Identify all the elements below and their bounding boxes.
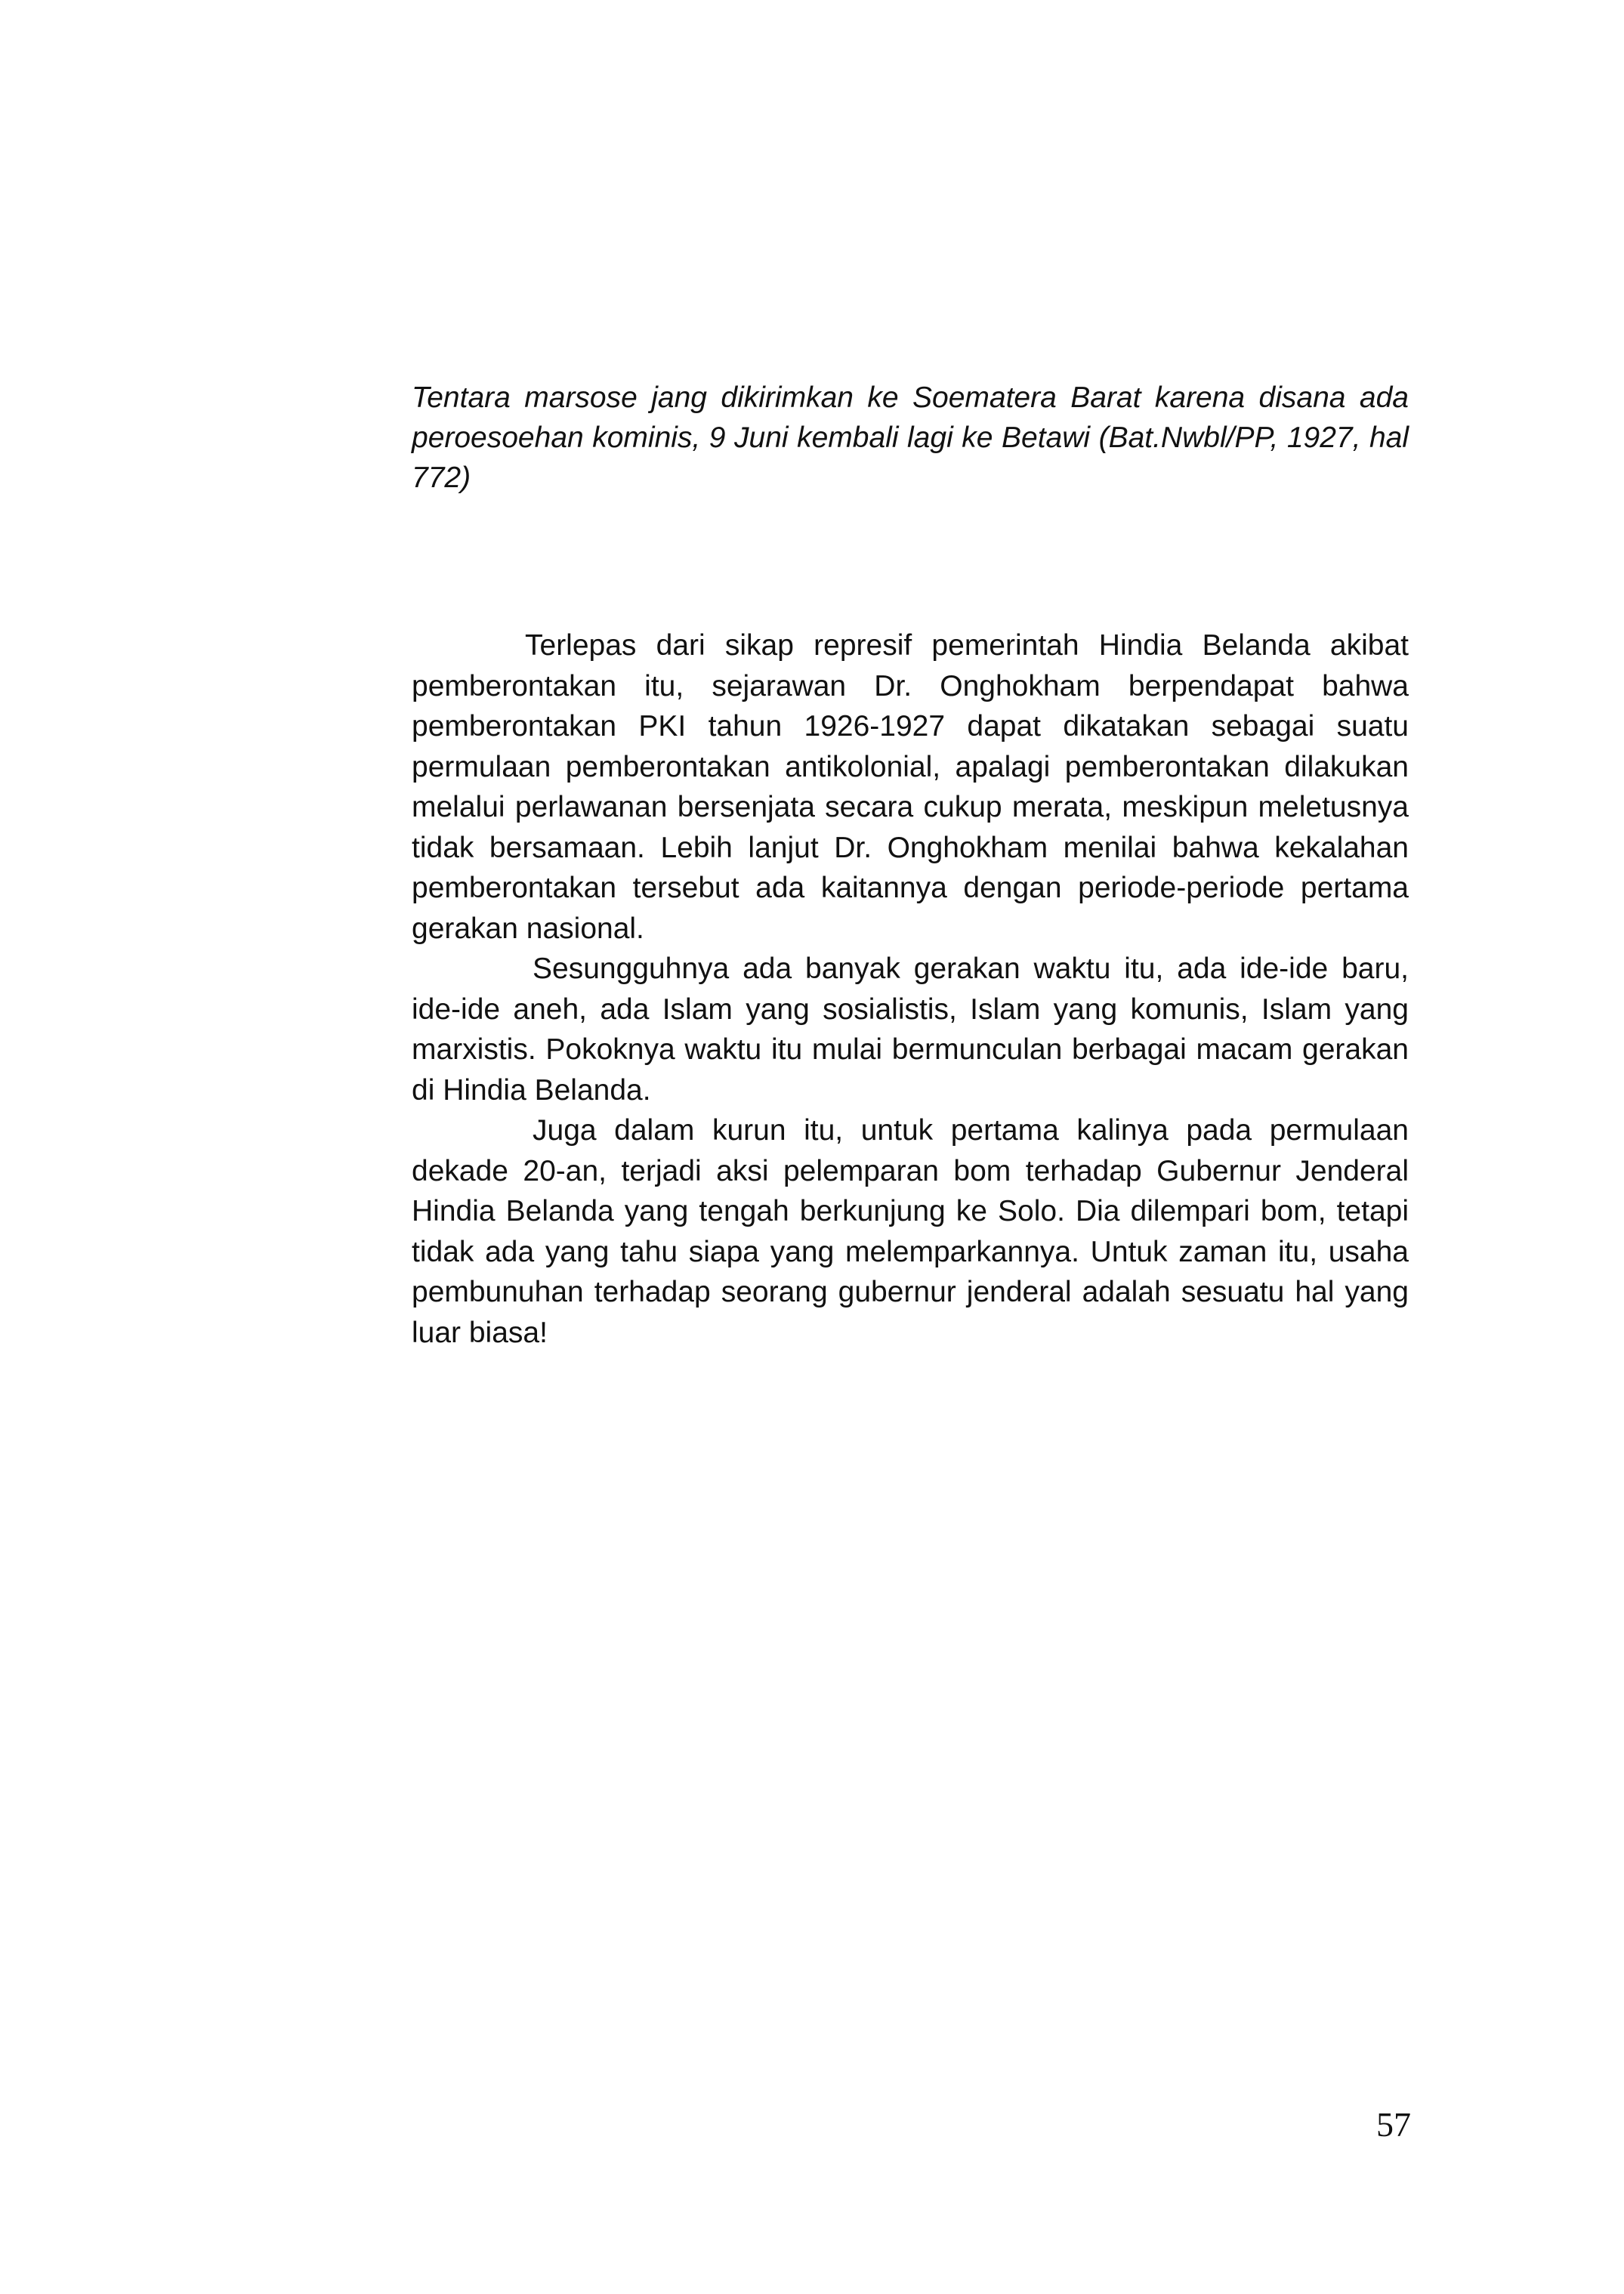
- paragraph-2: Sesungguhnya ada banyak gerakan waktu itu, ada ide-ide baru, ide-ide aneh, ada Islam yang sosialistis, Islam yang komunis, Islam yang marxistis. Pokoknya waktu itu mulai bermunculan berbagai macam gerakan di Hindia Belanda.: [412, 952, 1409, 1107]
- page-number: 57: [1376, 2105, 1411, 2144]
- body-text: [412, 625, 1409, 1353]
- paragraph-1: Terlepas dari sikap represif pemerintah Hindia Belanda akibat pemberontakan itu, sejarawan Dr. Onghokham berpendapat bahwa pemberontakan PKI tahun 1926-1927 dapat dikatakan sebagai suatu permulaan pemberontakan antikolonial, apalagi pemberontakan dilakukan melalui perlawanan bersenjata secara cukup merata, meskipun meletusnya tidak bersamaan. Lebih lanjut Dr. Onghokham menilai bahwa kekalahan pemberontakan tersebut ada kaitannya dengan periode-periode pertama gerakan nasional.: [412, 629, 1409, 945]
- image-caption: Tentara marsose jang dikirimkan ke Soematera Barat karena disana ada peroesoehan kominis, 9 Juni kembali lagi ke Betawi (Bat.Nwbl/PP, 1927, hal 772): [412, 381, 1409, 494]
- paragraph-3: Juga dalam kurun itu, untuk pertama kalinya pada permulaan dekade 20-an, terjadi aksi pelemparan bom terhadap Gubernur Jenderal Hindia Belanda yang tengah berkunjung ke Solo. Dia dilempari bom, tetapi tidak ada yang tahu siapa yang melemparkannya. Untuk zaman itu, usaha pembunuhan terhadap seorang gubernur jenderal adalah sesuatu hal yang luar biasa!: [412, 1114, 1409, 1349]
